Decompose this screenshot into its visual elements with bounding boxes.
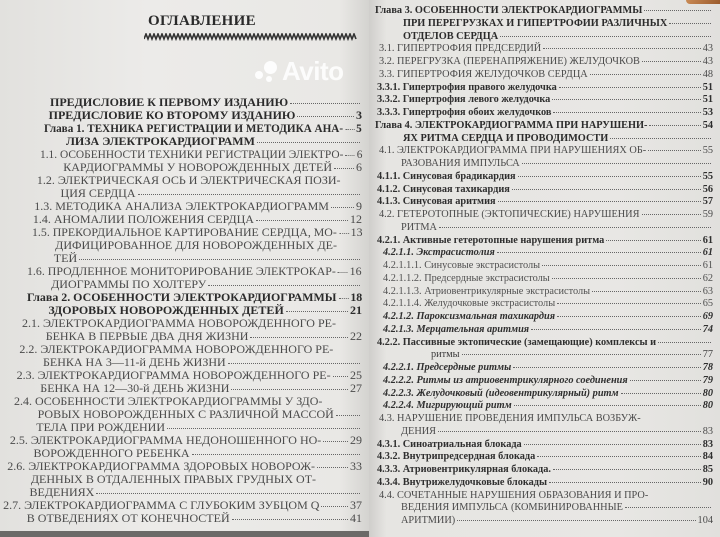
dot-leader bbox=[439, 227, 711, 228]
dot-leader bbox=[256, 220, 348, 221]
entry-title: ПРЕДИСЛОВИЕ К ПЕРВОМУ ИЗДАНИЮ bbox=[50, 95, 289, 109]
dot-leader bbox=[559, 87, 701, 88]
toc-entry bbox=[383, 311, 713, 324]
entry-title: 3.3. ГИПЕРТРОФИЯ ЖЕЛУДОЧКОВ СЕРДЦА bbox=[379, 68, 588, 80]
dot-leader bbox=[518, 176, 701, 177]
entry-title: ВЕДЕНИЯ ИМПУЛЬСА (КОМБИНИРОВАННЫЕ bbox=[401, 502, 623, 514]
toc-entry bbox=[375, 5, 713, 18]
page-number: 18 bbox=[350, 290, 362, 304]
page-number: 9 bbox=[355, 199, 362, 213]
dot-leader bbox=[333, 376, 348, 377]
dot-leader bbox=[553, 112, 700, 113]
page-number: 80 bbox=[702, 400, 713, 412]
dot-leader bbox=[557, 303, 701, 304]
toc-entry bbox=[401, 426, 713, 439]
entry-title: 4.1.2. Синусовая тахикардия bbox=[377, 183, 510, 195]
toc-entry bbox=[377, 477, 713, 490]
page-number: 78 bbox=[702, 362, 713, 373]
dot-leader bbox=[257, 142, 360, 143]
toc-entry bbox=[379, 209, 713, 222]
dot-leader bbox=[192, 454, 360, 455]
entry-title: 4.3.1. Синоатриальная блокада bbox=[377, 438, 522, 450]
dot-leader bbox=[79, 259, 360, 260]
dot-leader bbox=[331, 207, 354, 208]
entry-title: В ОТВЕДЕНИЯХ ОТ КОНЕЧНОСТЕЙ bbox=[26, 511, 230, 525]
dot-leader bbox=[557, 316, 701, 317]
entry-title: 4.2.1.1.4. Желудочковые экстрасистолы bbox=[383, 298, 556, 310]
dot-leader bbox=[232, 519, 348, 520]
page-number: 65 bbox=[702, 298, 713, 310]
page-edge bbox=[0, 531, 369, 537]
entry-title: 4.2.2. Пассивные эктопические (замещающие) комплексы и bbox=[377, 336, 657, 348]
entry-title: 1.2. ЭЛЕКТРИЧЕСКАЯ ОСЬ И ЭЛЕКТРИЧЕСКАЯ ПОЗИ- bbox=[36, 173, 341, 187]
dot-leader bbox=[96, 493, 360, 494]
page-number: 29 bbox=[349, 433, 362, 447]
entry-title: ТЕЙ bbox=[53, 251, 78, 265]
dot-leader bbox=[457, 520, 695, 521]
page-number: 55 bbox=[702, 170, 713, 182]
page-number: 77 bbox=[702, 349, 713, 361]
page-number: 61 bbox=[702, 247, 713, 259]
entry-title: 3.3.1. Гипертрофия правого желудочка bbox=[377, 81, 557, 93]
page-number: 104 bbox=[697, 515, 713, 526]
dot-leader bbox=[524, 444, 701, 445]
entry-title: Глава 2. ОСОБЕННОСТИ ЭЛЕКТРОКАРДИОГРАММЫ bbox=[26, 290, 337, 304]
page-number: 59 bbox=[702, 209, 713, 220]
entry-title: 4.2.1.2. Пароксизмальная тахикардия bbox=[383, 311, 556, 322]
entry-title: 2.1. ЭЛЕКТРОКАРДИОГРАММА НОВОРОЖДЕННОГО РЕ- bbox=[22, 316, 336, 330]
page-number: 55 bbox=[702, 145, 713, 157]
entry-title: ДЕНИЯ bbox=[401, 425, 437, 437]
entry-title: БЕНКА В ПЕРВЫЕ ДВА ДНЯ ЖИЗНИ bbox=[45, 329, 249, 343]
entry-title: 4.2. ГЕТЕРОТОПНЫЕ (ЭКТОПИЧЕСКИЕ) НАРУШЕНИЯ bbox=[379, 209, 640, 220]
right-page bbox=[369, 0, 720, 537]
entry-title: 3.3.2. Гипертрофия левого желудочка bbox=[377, 94, 551, 106]
entry-title: 4.2.2.1. Предсердные ритмы bbox=[383, 362, 512, 373]
entry-title: 4.2.1.1.2. Предсердные экстрасистолы bbox=[383, 272, 550, 284]
toc-entry bbox=[377, 451, 713, 464]
entry-title: 4.2.1. Активные гетеротопные нарушения ритма bbox=[377, 234, 605, 246]
dot-leader bbox=[513, 367, 700, 368]
dot-leader bbox=[522, 163, 711, 164]
page-number: 90 bbox=[702, 476, 713, 488]
dot-leader bbox=[323, 441, 348, 442]
dot-leader bbox=[658, 342, 711, 343]
toc-entry bbox=[375, 120, 713, 133]
entry-title: ЦИЯ СЕРДЦА bbox=[60, 186, 136, 200]
avito-logo-icon bbox=[255, 59, 279, 83]
entry-title: 1.5. ПРЕКОРДИАЛЬНОЕ КАРТИРОВАНИЕ СЕРДЦА, МО- bbox=[31, 225, 337, 239]
entry-title: ДЕННЫХ В ОТДАЛЕННЫХ ПРАВЫХ ГРУДНЫХ ОТ- bbox=[30, 472, 317, 486]
dot-leader bbox=[345, 129, 354, 130]
entry-title: ЛИЗА ЭЛЕКТРОКАРДИОГРАММ bbox=[65, 134, 255, 148]
page-number: 22 bbox=[349, 329, 362, 343]
dot-leader bbox=[231, 389, 348, 390]
entry-title: 3.3.3. Гипертрофия обоих желудочков bbox=[377, 107, 552, 118]
toc-entry bbox=[377, 196, 713, 209]
entry-title: 2.5. ЭЛЕКТРОКАРДИОГРАММА НЕДОНОШЕННОГО НО- bbox=[9, 433, 322, 447]
dot-leader bbox=[497, 252, 701, 253]
dot-leader bbox=[167, 428, 360, 429]
entry-title: РАЗОВАНИЯ ИМПУЛЬСА bbox=[401, 158, 520, 169]
toc-entry bbox=[383, 362, 713, 375]
page-number: 6 bbox=[356, 160, 362, 174]
dot-leader bbox=[514, 405, 701, 406]
dot-leader bbox=[649, 125, 700, 126]
page-number: 62 bbox=[702, 272, 713, 284]
entry-title: 4.2.1.1.3. Атриовентрикулярные экстрасистолы bbox=[383, 285, 591, 297]
toc-entry bbox=[377, 82, 713, 95]
dot-leader bbox=[338, 233, 348, 234]
entry-title: 2.2. ЭЛЕКТРОКАРДИОГРАММА НОВОРОЖДЕННОГО РЕ- bbox=[19, 342, 334, 356]
toc-entry bbox=[383, 260, 713, 273]
page-number: 12 bbox=[349, 212, 362, 226]
entry-title: БЕНКА НА 3—11-й ДЕНЬ ЖИЗНИ bbox=[43, 355, 226, 369]
entry-title: АРИТМИИ) bbox=[401, 515, 456, 526]
entry-title: 3.2. ПЕРЕГРУЗКА (ПЕРЕНАПРЯЖЕНИЕ) ЖЕЛУДОЧКОВ bbox=[379, 56, 640, 67]
dot-leader bbox=[592, 291, 701, 292]
dot-leader bbox=[542, 265, 701, 266]
entry-title: 4.4. СОЧЕТАННЫЕ НАРУШЕНИЯ ОБРАЗОВАНИЯ И ПРО- bbox=[379, 489, 649, 501]
dot-leader bbox=[549, 482, 701, 483]
toc-entry bbox=[401, 515, 713, 528]
page-number: 61 bbox=[702, 234, 713, 246]
entry-title: 4.1. ЭЛЕКТРОКАРДИОГРАММА ПРИ НАРУШЕНИЯХ ОБ- bbox=[379, 145, 647, 157]
page-number: 54 bbox=[702, 119, 713, 131]
entry-title: 4.2.2.4. Мигрирующий ритм bbox=[383, 400, 512, 412]
dot-leader bbox=[334, 168, 354, 169]
dot-leader bbox=[610, 138, 711, 139]
watermark bbox=[255, 56, 344, 87]
page-number: 5 bbox=[356, 121, 362, 135]
dot-leader bbox=[500, 36, 711, 37]
page-number: 37 bbox=[349, 498, 362, 512]
entry-title: 4.3.4. Внутрижелудочковые блокады bbox=[377, 476, 548, 488]
entry-title: 2.4. ОСОБЕННОСТИ ЭЛЕКТРОКАРДИОГРАММЫ У ЗДО- bbox=[13, 394, 323, 408]
entry-title: 4.2.2.3. Желудочковый (идеовентрикулярный) ритм bbox=[383, 387, 619, 399]
page-number: 13 bbox=[350, 225, 362, 239]
entry-title: ВОРОЖДЕННОГО РЕБЕНКА bbox=[33, 446, 190, 460]
entry-title: РИТМА bbox=[401, 221, 437, 233]
watermark-text: Avito bbox=[282, 56, 344, 86]
entry-title: Глава 4. ЭЛЕКТРОКАРДИОГРАММА ПРИ НАРУШЕНИ- bbox=[375, 119, 648, 131]
toc-entry bbox=[377, 235, 713, 248]
dot-leader bbox=[669, 23, 711, 24]
page-number: 61 bbox=[702, 260, 713, 271]
entry-title: ЯХ РИТМА СЕРДЦА И ПРОВОДИМОСТИ bbox=[403, 132, 609, 144]
entry-title: 1.3. МЕТОДИКА АНАЛИЗА ЭЛЕКТРОКАРДИОГРАММ bbox=[34, 199, 329, 213]
dot-leader bbox=[297, 116, 354, 117]
dot-leader bbox=[345, 155, 354, 156]
dot-leader bbox=[228, 363, 360, 364]
toc-entry bbox=[377, 107, 713, 120]
entry-title: 4.2.1.1. Экстрасистолия bbox=[383, 247, 495, 259]
page-number: 43 bbox=[702, 43, 713, 55]
page-number: 69 bbox=[702, 311, 713, 322]
toc-entry bbox=[27, 512, 362, 525]
entry-title: РОВЫХ НОВОРОЖДЕННЫХ С РАЗЛИЧНОЙ МАССОЙ bbox=[37, 407, 334, 421]
dot-leader bbox=[208, 285, 360, 286]
toc-entry bbox=[383, 247, 713, 260]
entry-title: ЗДОРОВЫХ НОВОРОЖДЕННЫХ ДЕТЕЙ bbox=[48, 303, 284, 317]
dot-leader bbox=[642, 61, 701, 62]
toc-entry bbox=[377, 94, 713, 107]
entry-title: 1.4. АНОМАЛИИ ПОЛОЖЕНИЯ СЕРДЦА bbox=[32, 212, 254, 226]
page-number: 85 bbox=[702, 464, 713, 475]
dot-leader bbox=[625, 507, 711, 508]
entry-title: ОТДЕЛОВ СЕРДЦА bbox=[403, 30, 499, 42]
dot-leader bbox=[512, 189, 701, 190]
toc-entry bbox=[379, 413, 713, 426]
dot-leader bbox=[531, 329, 701, 330]
dot-leader bbox=[338, 272, 348, 273]
entry-title: 4.3.2. Внутрипредсердная блокада bbox=[377, 451, 536, 463]
dot-leader bbox=[644, 10, 711, 11]
dot-leader bbox=[543, 48, 701, 49]
toc-entry bbox=[379, 56, 713, 69]
entry-title: 3.1. ГИПЕРТРОФИЯ ПРЕДСЕРДИЙ bbox=[379, 43, 542, 55]
entry-title: 1.6. ПРОДЛЕННОЕ МОНИТОРИРОВАНИЕ ЭЛЕКТРОКАР- bbox=[27, 264, 337, 278]
dot-leader bbox=[317, 467, 348, 468]
page-number: 25 bbox=[349, 368, 362, 382]
page-number: 51 bbox=[702, 94, 713, 106]
dot-leader bbox=[552, 99, 700, 100]
entry-title: 4.2.2.2. Ритмы из атриовентрикулярного соединения bbox=[383, 374, 628, 386]
dot-leader bbox=[537, 456, 700, 457]
entry-title: КАРДИОГРАММЫ У НОВОРОЖДЕННЫХ ДЕТЕЙ bbox=[63, 160, 333, 174]
entry-title: 4.1.1. Синусовая брадикардия bbox=[377, 170, 516, 182]
dot-leader bbox=[606, 240, 700, 241]
toc-entry bbox=[55, 239, 362, 252]
dot-leader bbox=[553, 469, 701, 470]
entry-title: 4.2.1.3. Мерцательная аритмия bbox=[383, 323, 530, 335]
entry-title: ПРИ ПЕРЕГРУЗКАХ И ГИПЕРТРОФИИ РАЗЛИЧНЫХ bbox=[403, 17, 668, 29]
page-number: 48 bbox=[702, 68, 713, 80]
entry-title: БЕНКА НА 12—30-й ДЕНЬ ЖИЗНИ bbox=[40, 381, 230, 395]
page-number: 84 bbox=[702, 451, 713, 463]
entry-title: 1.1. ОСОБЕННОСТИ ТЕХНИКИ РЕГИСТРАЦИИ ЭЛЕКТРО- bbox=[39, 147, 343, 161]
toc-entry bbox=[383, 400, 713, 413]
toc-entry bbox=[403, 18, 713, 31]
entry-title: 2.3. ЭЛЕКТРОКАРДИОГРАММА НОВОРОЖДЕННОГО РЕ- bbox=[16, 368, 331, 382]
page-number: 74 bbox=[702, 323, 713, 335]
toc-entry bbox=[401, 222, 713, 235]
toc-entry bbox=[379, 145, 713, 158]
entry-title: ТЕЛА ПРИ РОЖДЕНИИ bbox=[36, 420, 166, 434]
entry-title: Глава 3. ОСОБЕННОСТИ ЭЛЕКТРОКАРДИОГРАММЫ bbox=[375, 5, 643, 16]
toc-entry bbox=[383, 324, 713, 337]
page-number: 51 bbox=[702, 81, 713, 93]
entry-title: 2.6. ЭЛЕКТРОКАРДИОГРАММА ЗДОРОВЫХ НОВОРОЖ- bbox=[7, 459, 316, 473]
entry-title: ДИФИЦИРОВАННОЕ ДЛЯ НОВОРОЖДЕННЫХ ДЕ- bbox=[55, 238, 337, 252]
page-number: 83 bbox=[702, 425, 713, 437]
background-object bbox=[686, 0, 720, 4]
entry-title: 2.7. ЭЛЕКТРОКАРДИОГРАММА С ГЛУБОКИМ ЗУБЦОМ Q bbox=[3, 498, 320, 512]
toc-entry bbox=[379, 43, 713, 56]
dot-leader bbox=[338, 298, 348, 299]
toc-entry bbox=[401, 158, 713, 171]
page-number: 80 bbox=[702, 387, 713, 399]
toc-entry bbox=[403, 133, 713, 146]
dot-leader bbox=[590, 74, 701, 75]
page-number: 53 bbox=[702, 107, 713, 118]
page-number: 16 bbox=[350, 264, 362, 278]
entry-title: ПРЕДИСЛОВИЕ КО ВТОРОМУ ИЗДАНИЮ bbox=[48, 108, 296, 122]
toc-entry bbox=[383, 375, 713, 388]
page-number: 3 bbox=[355, 108, 362, 122]
entry-title: Глава 1. ТЕХНИКА РЕГИСТРАЦИИ И МЕТОДИКА АНА- bbox=[44, 121, 344, 135]
toc-heading: ОГЛАВЛЕНИЕ bbox=[148, 13, 256, 29]
toc-entry bbox=[383, 388, 713, 401]
entry-title: ДИОГРАММЫ ПО ХОЛТЕРУ bbox=[51, 277, 207, 291]
entry-title: 4.3.3. Атриовентрикулярная блокада. bbox=[377, 464, 551, 475]
toc-entry bbox=[383, 273, 713, 286]
toc-entry bbox=[383, 298, 713, 311]
page-number: 83 bbox=[702, 438, 713, 450]
toc-entry bbox=[403, 31, 713, 44]
toc-entry bbox=[379, 69, 713, 82]
dot-leader bbox=[648, 150, 701, 151]
toc-entry bbox=[379, 490, 713, 503]
dot-leader bbox=[250, 337, 348, 338]
page-number: 41 bbox=[349, 511, 362, 525]
zigzag-divider bbox=[144, 33, 358, 41]
toc-entry bbox=[377, 184, 713, 197]
entry-title: 4.2.1.1.1. Синусовые экстрасистолы bbox=[383, 260, 541, 271]
toc-entry bbox=[377, 464, 713, 477]
dot-leader bbox=[552, 278, 701, 279]
page-number: 27 bbox=[349, 381, 362, 395]
page-number: 6 bbox=[356, 147, 362, 161]
dot-leader bbox=[642, 214, 701, 215]
dot-leader bbox=[621, 393, 701, 394]
toc-entry bbox=[377, 337, 713, 350]
page-number: 57 bbox=[702, 196, 713, 208]
toc-entry bbox=[431, 349, 713, 362]
page-number: 21 bbox=[349, 303, 362, 317]
dot-leader bbox=[286, 311, 348, 312]
dot-leader bbox=[138, 194, 360, 195]
toc-entry bbox=[377, 439, 713, 452]
entry-title: ВЕДЕНИЯХ bbox=[29, 485, 95, 499]
entry-title: ритмы bbox=[431, 349, 460, 361]
page-number: 43 bbox=[702, 56, 713, 67]
dot-leader bbox=[438, 431, 701, 432]
dot-leader bbox=[336, 415, 360, 416]
dot-leader bbox=[321, 506, 348, 507]
page-number: 33 bbox=[349, 459, 362, 473]
toc-entry bbox=[401, 502, 713, 515]
entry-title: 4.3. НАРУШЕНИЕ ПРОВЕДЕНИЯ ИМПУЛЬСА ВОЗБУЖ- bbox=[379, 413, 641, 424]
page-number: 63 bbox=[702, 285, 713, 297]
dot-leader bbox=[462, 354, 701, 355]
page-number: 79 bbox=[702, 374, 713, 386]
dot-leader bbox=[630, 380, 701, 381]
dot-leader bbox=[290, 103, 360, 104]
page-number: 56 bbox=[702, 183, 713, 195]
toc-entry bbox=[383, 286, 713, 299]
dot-leader bbox=[498, 201, 701, 202]
entry-title: 4.1.3. Синусовая аритмия bbox=[377, 196, 496, 208]
toc-entry bbox=[377, 171, 713, 184]
